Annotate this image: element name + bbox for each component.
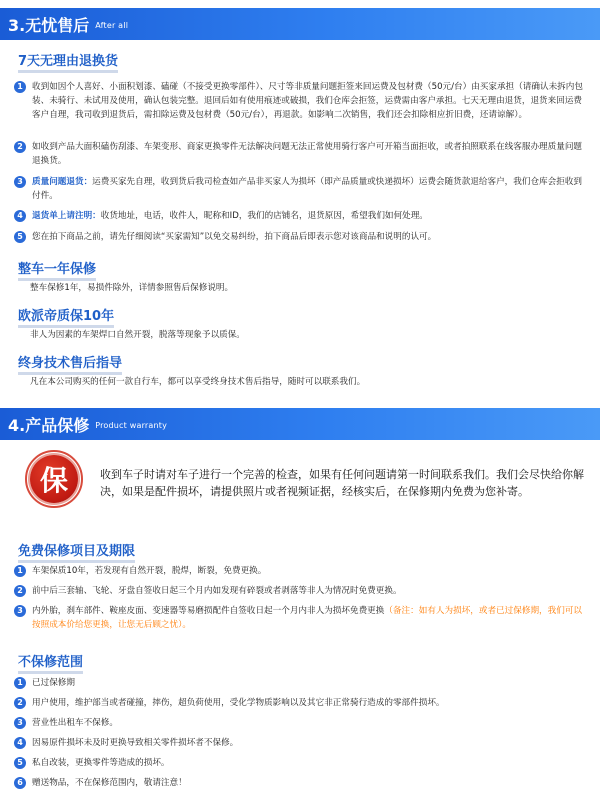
lifetime-text: 凡在本公司购买的任何一款自行车，都可以享受终身技术售后指导，随时可以联系我们。 <box>30 377 366 387</box>
no-repair-item-3-text: 营业性出租车不保修。 <box>32 718 118 728</box>
bullet-number: 2 <box>14 585 26 597</box>
no-repair-heading: 不保修范围 <box>18 651 83 674</box>
bullet-number: 1 <box>14 677 26 689</box>
free-repair-item-3-note: （备注：如有人为损坏，或者已过保修期，我们可以按照成本价给您更换，让您无后顾之忧）。 <box>32 606 583 630</box>
no-repair-item-1 <box>14 676 586 690</box>
free-repair-heading: 免费保修项目及期限 <box>18 540 135 563</box>
no-repair-item-2 <box>14 696 586 710</box>
no-repair-item-6-text: 赠送物品，不在保修范围内，敬请注意！ <box>32 778 187 788</box>
section3-subtitle: After all <box>95 21 129 30</box>
bullet-number: 2 <box>14 697 26 709</box>
section3-title: 3.无忧售后 <box>8 15 90 35</box>
return-item-5 <box>14 230 586 244</box>
return-item-1 <box>14 80 586 122</box>
bullet-number: 1 <box>14 81 26 93</box>
return-item-2 <box>14 140 586 168</box>
no-repair-item-2-text: 用户使用，维护部当或者碰撞，摔伤，超负荷使用，受化学物质影响以及其它非正常骑行造成的零部件损坏。 <box>32 698 445 708</box>
section4-banner <box>0 408 600 440</box>
return-item-2-text: 如收到产品大面积磕伤刮漆、车架变形、商家更换零件无法解决问题无法正常使用骑行客户可开箱当面拒收，或者拍照联系在线客服办理质量问题退换货。 <box>32 142 583 166</box>
bullet-number: 4 <box>14 210 26 222</box>
return-item-4-text: 收货地址，电话，收件人，昵称和ID，我们的店铺名，退货原因，希望我们如何处理。 <box>100 211 428 221</box>
return-item-3-label: 质量问题退货： <box>32 177 93 187</box>
bullet-number: 4 <box>14 737 26 749</box>
no-repair-item-6 <box>14 776 586 790</box>
free-repair-item-1-text: 车架保质10年，若发现有自然开裂，脱焊，断裂，免费更换。 <box>32 566 267 576</box>
section4-subtitle: Product warranty <box>95 421 168 430</box>
return-item-3-text: 运费买家先自理，收到货后我司检查如产品非买家人为损坏（即产品质量或快递损坏）运费会随货款退给客户，我们仓库会拒收到付件。 <box>32 177 583 201</box>
bullet-number: 2 <box>14 141 26 153</box>
return-heading: 7天无理由退换货 <box>18 50 118 73</box>
section4-title: 4.产品保修 <box>8 415 90 435</box>
frame-quality-heading: 欧派帝质保10年 <box>18 305 114 328</box>
warranty-stamp-icon: 保 <box>30 455 78 503</box>
no-repair-item-4-text: 因易原件损坏未及时更换导致相关零件损坏者不保修。 <box>32 738 239 748</box>
section3-banner <box>0 8 600 40</box>
bullet-number: 3 <box>14 605 26 617</box>
frame-warranty-heading: 整车一年保修 <box>18 258 96 281</box>
no-repair-item-3 <box>14 716 586 730</box>
no-repair-item-1-text: 已过保修期 <box>32 678 75 688</box>
bullet-number: 5 <box>14 757 26 769</box>
return-item-5-text: 您在拍下商品之前，请先仔细阅读“买家需知”以免交易纠纷，拍下商品后即表示您对该商品和说明的认可。 <box>32 232 437 242</box>
free-repair-item-1 <box>14 564 586 578</box>
free-repair-item-2-text: 前中后三套轴、飞轮、牙盘自签收日起三个月内如发现有碎裂或者剥落等非人为情况时免费更换。 <box>32 586 402 596</box>
return-item-4 <box>14 209 586 223</box>
return-item-3 <box>14 175 586 203</box>
bullet-number: 3 <box>14 176 26 188</box>
free-repair-item-3 <box>14 604 586 632</box>
bullet-number: 3 <box>14 717 26 729</box>
no-repair-item-4 <box>14 736 586 750</box>
frame-quality-text: 非人为因素的车架焊口自然开裂，脱落等现象予以质保。 <box>30 330 245 340</box>
free-repair-item-3-text: 内外胎，刹车部件、鞍座皮面、变速器等易磨损配件自签收日起一个月内非人为损坏免费更换 <box>32 606 385 616</box>
warranty-note: 收到车子时请对车子进行一个完善的检查，如果有任何问题请第一时间联系我们。我们会尽快给你解决，如果是配件损坏，请提供照片或者视频证据，经核实后，在保修期内免费为您补寄。 <box>100 468 584 498</box>
lifetime-heading: 终身技术售后指导 <box>18 352 122 375</box>
bullet-number: 5 <box>14 231 26 243</box>
free-repair-item-2 <box>14 584 586 598</box>
no-repair-item-5 <box>14 756 586 770</box>
bullet-number: 6 <box>14 777 26 789</box>
bullet-number: 1 <box>14 565 26 577</box>
frame-warranty-text: 整车保修1年，易损件除外，详情参照售后保修说明。 <box>30 283 234 293</box>
return-item-1-text: 收到如因个人喜好、小面积划漆、磕碰（不接受更换零部件）、尺寸等非质量问题拒签来回运费及包材费（50元/台）由买家承担（请确认未拆内包装、未骑行、未试用及使用，确认包装完整。退回后如有使用痕迹或破损，我们仓库会拒签，运费需由客户承担。七天无理由退货，退货来回运费客户自理，我司收到退货后，需扣除运费及包材费（50元/台），再退款。如影响二次销售，我们还会扣除相应折旧费，还请谅解）。 <box>32 82 583 120</box>
no-repair-item-5-text: 私自改装，更换零件等造成的损坏。 <box>32 758 170 768</box>
return-item-4-label: 退货单上请注明： <box>32 211 101 221</box>
